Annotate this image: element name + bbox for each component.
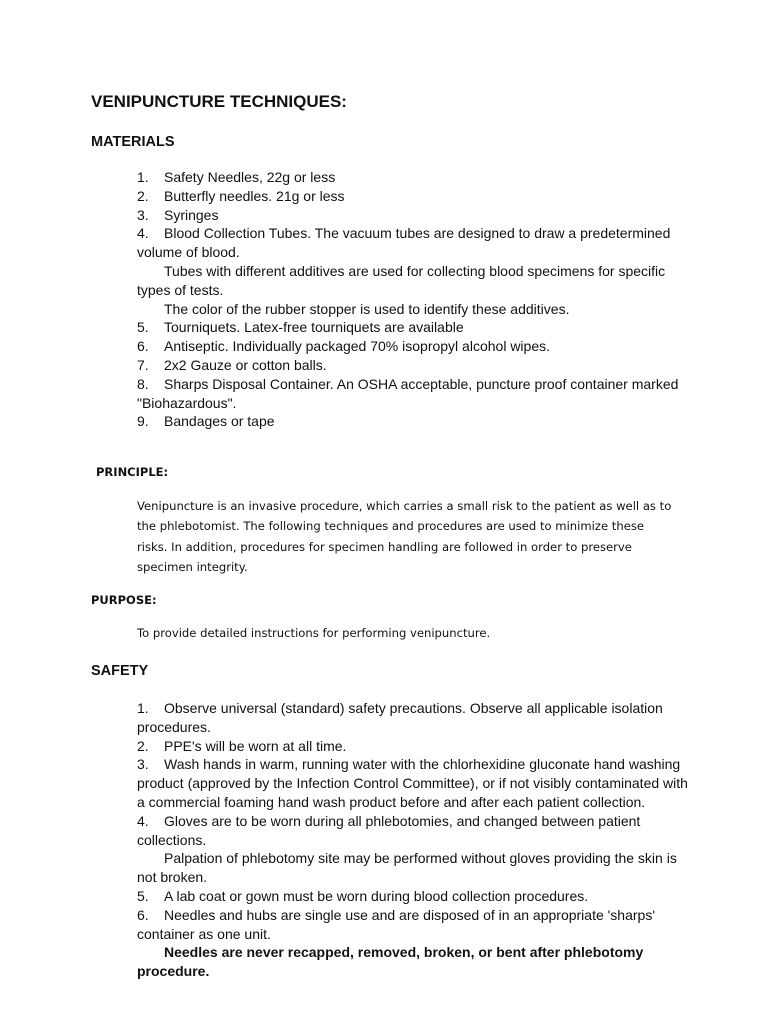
- list-item: 8. Sharps Disposal Container. An OSHA acceptable, puncture proof container marked "Biohazardous".: [137, 375, 679, 411]
- list-item: 3. Syringes: [137, 206, 219, 223]
- safety-heading: SAFETY: [91, 663, 149, 679]
- principle-text: Venipuncture is an invasive procedure, which carries a small risk to the patient as well as to the phlebotomist. The following techniques and procedures are used to minimize these risks. In addition, procedures for specimen handling are followed in order to preserve specimen integrity.: [137, 499, 672, 574]
- list-item: Tubes with different additives are used for collecting blood specimens for specific types of tests.: [137, 262, 666, 298]
- list-item: 1. Observe universal (standard) safety precautions. Observe all applicable isolation procedures.: [137, 700, 663, 735]
- list-item: 4. Blood Collection Tubes. The vacuum tubes are designed to draw a predetermined volume of blood.: [137, 225, 671, 261]
- list-item: 6. Antiseptic. Individually packaged 70% isopropyl alcohol wipes.: [137, 338, 550, 355]
- list-item: 6. Needles and hubs are single use and are disposed of in an appropriate 'sharps' container as one unit.: [137, 906, 656, 942]
- list-item: The color of the rubber stopper is used to identify these additives.: [164, 300, 570, 317]
- list-item: 1. Safety Needles, 22g or less: [137, 169, 336, 185]
- list-item: 5. A lab coat or gown must be worn during blood collection procedures.: [137, 887, 589, 904]
- list-item: 4. Gloves are to be worn during all phlebotomies, and changed between patient collections.: [137, 812, 641, 848]
- list-item: 3. Wash hands in warm, running water with the chlorhexidine gluconate hand washing product (approved by the Infection Control Committee), or if not visibly contaminated with a commercial foaming hand wash product before and after each patient collection.: [137, 756, 688, 810]
- principle-heading: PRINCIPLE:: [96, 465, 169, 479]
- safety-note: Needles are never recapped, removed, broken, or bent after phlebotomy procedure.: [137, 944, 644, 980]
- list-item: 5. Tourniquets. Latex-free tourniquets are available: [137, 319, 464, 336]
- materials-list: [137, 168, 697, 431]
- page-title: VENIPUNCTURE TECHNIQUES:: [91, 92, 347, 111]
- purpose-text: To provide detailed instructions for performing venipuncture.: [137, 626, 491, 640]
- list-item: 7. 2x2 Gauze or cotton balls.: [137, 356, 327, 373]
- safety-list: [137, 699, 697, 981]
- list-item: 2. Butterfly needles. 21g or less: [137, 187, 345, 204]
- list-item: 2. PPE's will be worn at all time.: [137, 737, 347, 754]
- materials-heading: MATERIALS: [91, 134, 175, 150]
- list-item: Palpation of phlebotomy site may be performed without gloves providing the skin is not broken.: [137, 850, 677, 886]
- purpose-heading: PURPOSE:: [91, 593, 157, 607]
- list-item: 9. Bandages or tape: [137, 413, 275, 430]
